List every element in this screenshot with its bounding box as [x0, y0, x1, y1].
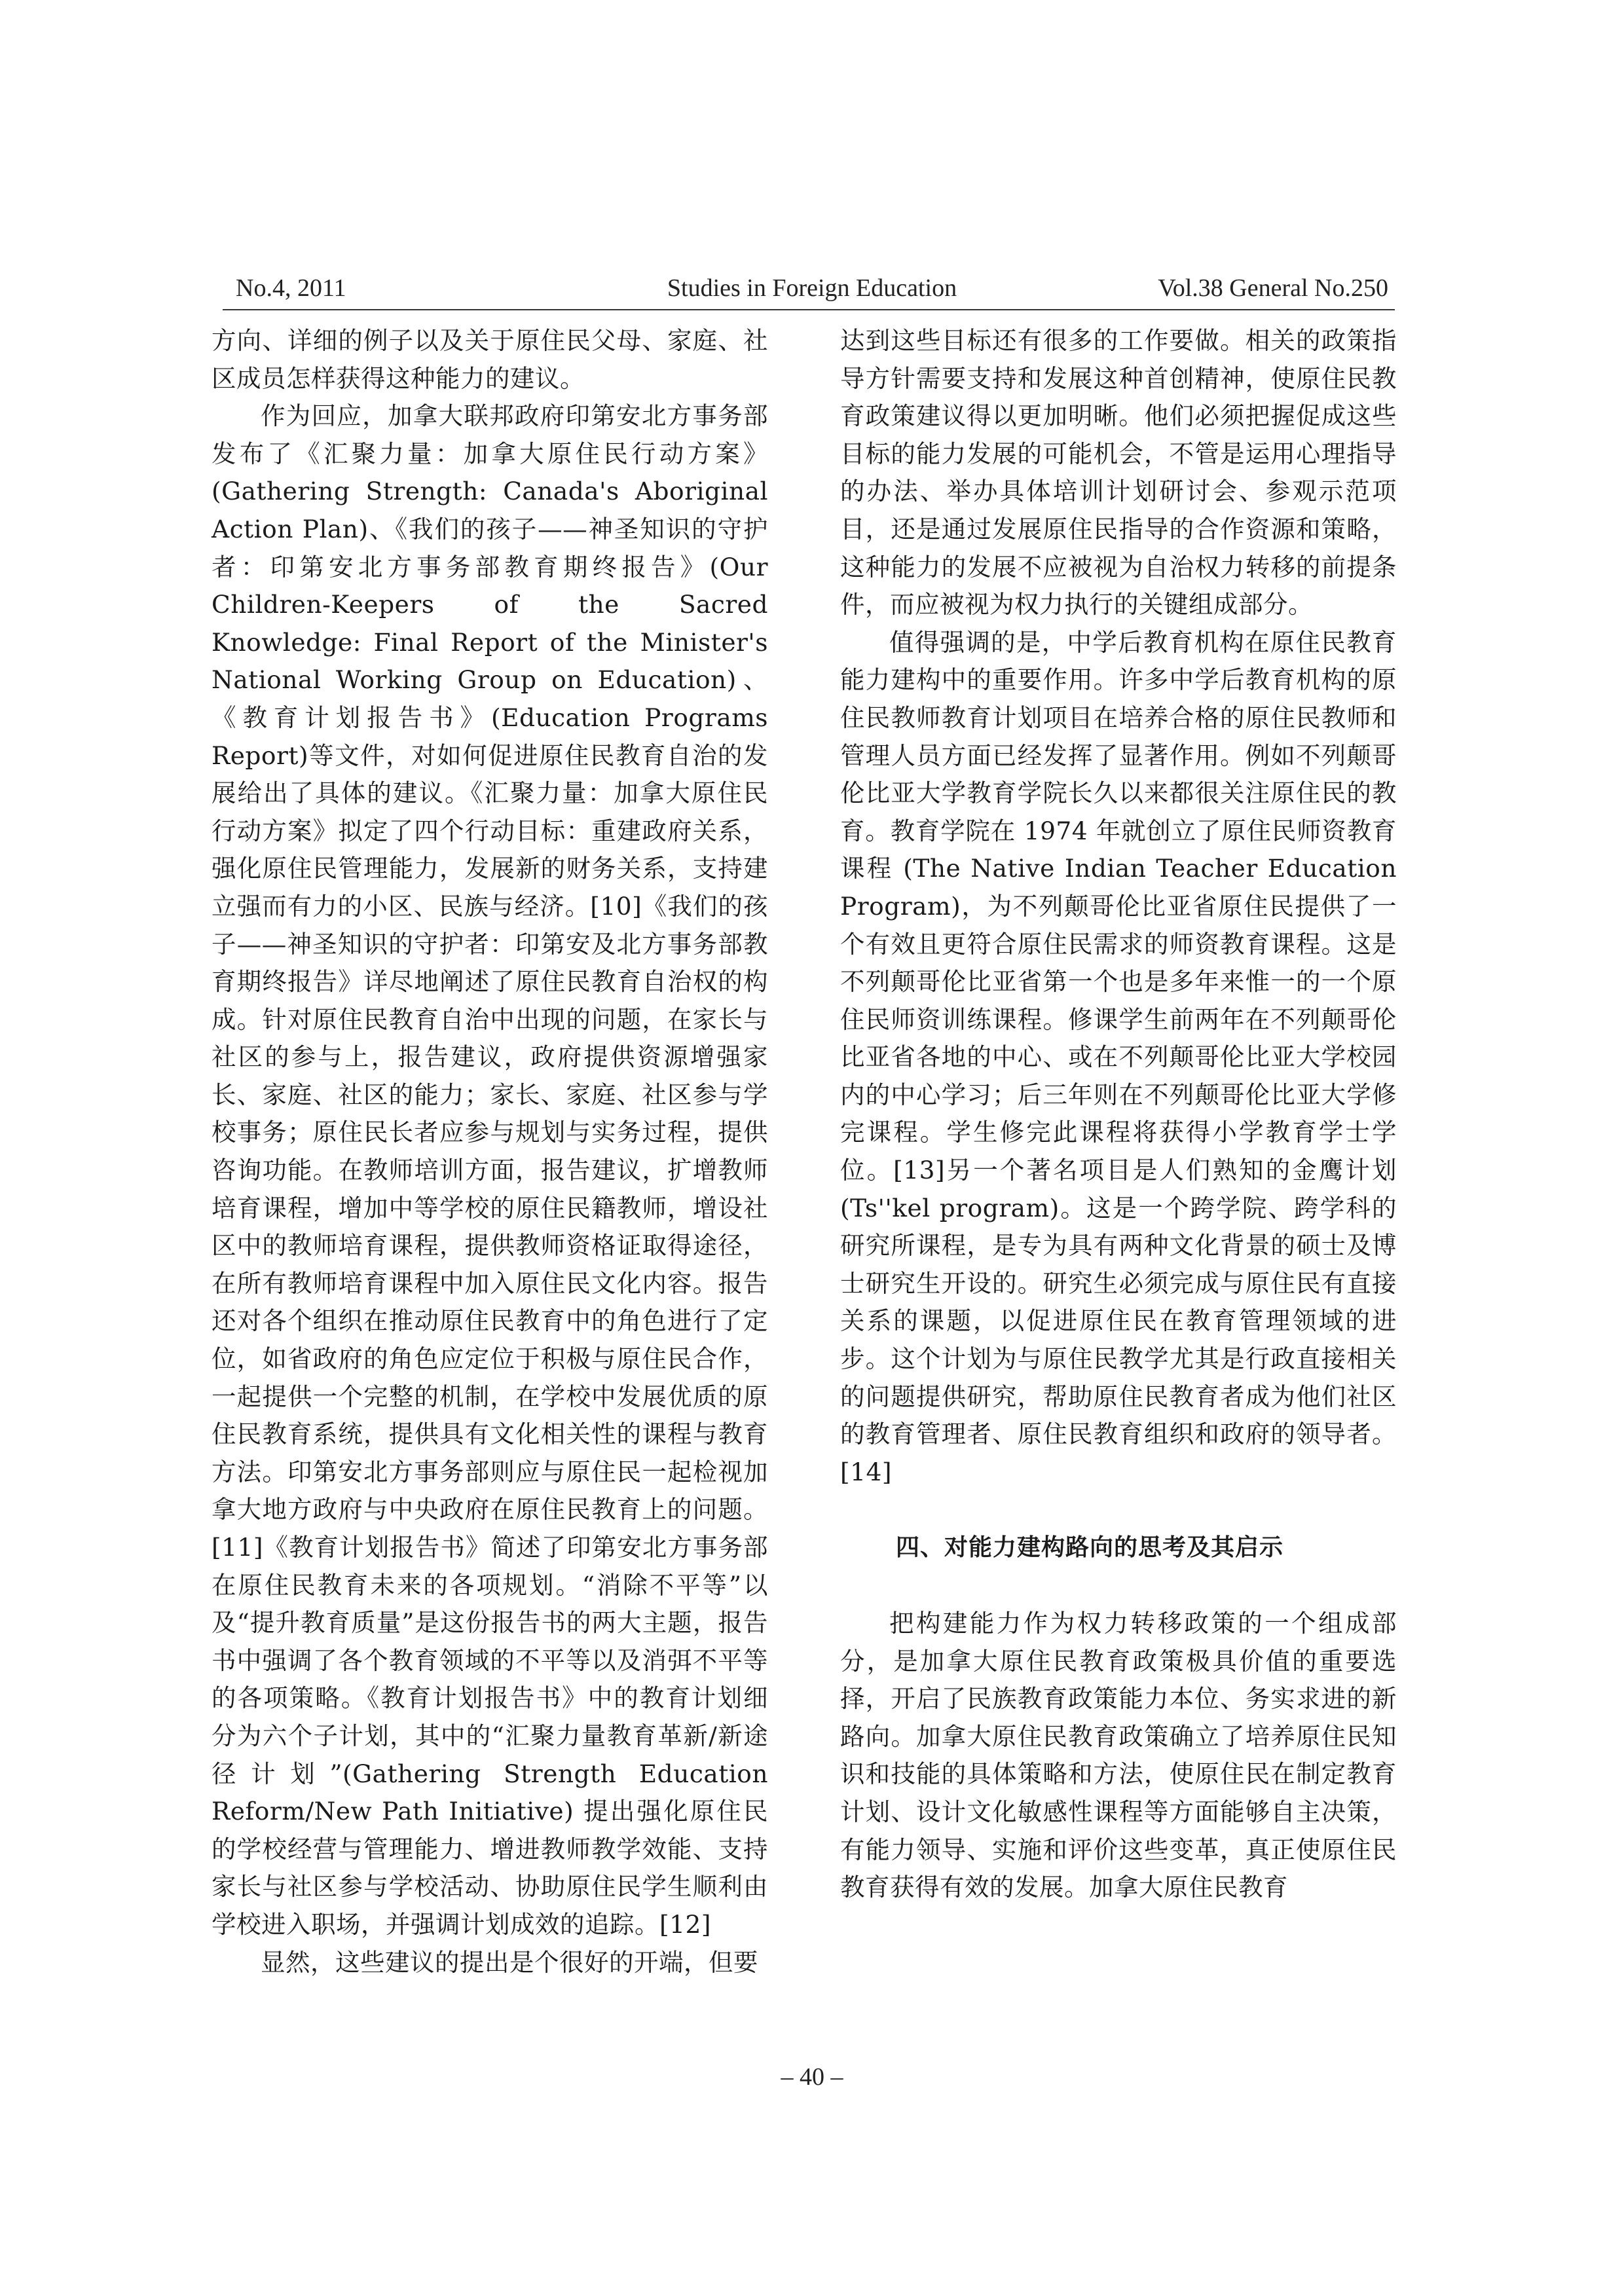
- section-spacer: [840, 1491, 1397, 1529]
- left-column: [212, 322, 768, 1981]
- header-issue: No.4, 2011: [236, 274, 346, 302]
- paragraph: 显然，这些建议的提出是个很好的开端，但要: [261, 1947, 758, 1977]
- section-spacer: [840, 1567, 1397, 1605]
- paragraph: 作为回应，加拿大联邦政府印第安北方事务部发布了《汇聚力量：加拿大原住民行动方案》(Gathering Strength: Canada's Aboriginal Action Plan)、《我们的孩子——神圣知识的守护者：印第安北方事务部教育期终报告》(Our Children-Keepers of the Sacred Knowledge: Final Report of the Minister's National Working Group on Education)、《教育计划报告书》(Education Programs Report)等文件，对如何促进原住民教育自治的发展给出了具体的建议。《汇聚力量：加拿大原住民行动方案》拟定了四个行动目标：重建政府关系，强化原住民管理能力，发展新的财务关系，支持建立强而有力的小区、民族与经济。[10]《我们的孩子——神圣知识的守护者：印第安及北方事务部教育期终报告》详尽地阐述了原住民教育自治权的构成。针对原住民教育自治中出现的问题，在家长与社区的参与上，报告建议，政府提供资源增强家长、家庭、社区的能力；家长、家庭、社区参与学校事务；原住民长者应参与规划与实务过程，提供咨询功能。在教师培训方面，报告建议，扩增教师培育课程，增加中等学校的原住民籍教师，增设社区中的教师培育课程，提供教师资格证取得途径，在所有教师培育课程中加入原住民文化内容。报告还对各个组织在推动原住民教育中的角色进行了定位，如省政府的角色应定位于积极与原住民合作，一起提供一个完整的机制，在学校中发展优质的原住民教育系统，提供具有文化相关性的课程与教育方法。印第安北方事务部则应与原住民一起检视加拿大地方政府与中央政府在原住民教育上的问题。[11]《教育计划报告书》简述了印第安北方事务部在原住民教育未来的各项规划。“消除不平等”以及“提升教育质量”是这份报告书的两大主题，报告书中强调了各个教育领域的不平等以及消弭不平等的各项策略。《教育计划报告书》中的教育计划细分为六个子计划，其中的“汇聚力量教育革新/新途径计划”(Gathering Strength Education Reform/New Path Initiative) 提出强化原住民的学校经营与管理能力、增进教师教学效能、支持家长与社区参与学校活动、协助原住民学生顺利由学校进入职场，并强调计划成效的追踪。[12]: [212, 401, 768, 1939]
- section-heading: 四、对能力建构路向的思考及其启示: [896, 1534, 1284, 1562]
- header-journal-title: Studies in Foreign Education: [667, 274, 957, 302]
- paragraph: 达到这些目标还有很多的工作要做。相关的政策指导方针需要支持和发展这种首创精神，使原住民教育政策建议得以更加明晰。他们必须把握促成这些目标的能力发展的可能机会，不管是运用心理指导的办法、举办具体培训计划研讨会、参观示范项目，还是通过发展原住民指导的合作资源和策略，这种能力的发展不应被视为自治权力转移的前提条件，而应被视为权力执行的关键组成部分。: [840, 326, 1397, 619]
- paragraph: 方向、详细的例子以及关于原住民父母、家庭、社区成员怎样获得这种能力的建议。: [212, 326, 768, 393]
- page-number: – 40 –: [781, 2063, 843, 2091]
- running-header: [236, 274, 1388, 305]
- header-volume: Vol.38 General No.250: [1158, 274, 1388, 302]
- right-column: [840, 322, 1397, 1907]
- paragraph: 把构建能力作为权力转移政策的一个组成部分，是加拿大原住民教育政策极具价值的重要选择，开启了民族教育政策能力本位、务实求进的新路向。加拿大原住民教育政策确立了培养原住民知识和技能的具体策略和方法，使原住民在制定教育计划、设计文化敏感性课程等方面能够自主决策，有能力领导、实施和评价这些变革，真正使原住民教育获得有效的发展。加拿大原住民教育: [840, 1609, 1397, 1902]
- paragraph: 值得强调的是，中学后教育机构在原住民教育能力建构中的重要作用。许多中学后教育机构的原住民教师教育计划项目在培养合格的原住民教师和管理人员方面已经发挥了显著作用。例如不列颠哥伦比亚大学教育学院长久以来都很关注原住民的教育。教育学院在 1974 年就创立了原住民师资教育课程 (The Native Indian Teacher Education Program)，为不列颠哥伦比亚省原住民提供了一个有效且更符合原住民需求的师资教育课程。这是不列颠哥伦比亚省第一个也是多年来惟一的一个原住民师资训练课程。修课学生前两年在不列颠哥伦比亚省各地的中心、或在不列颠哥伦比亚大学校园内的中心学习；后三年则在不列颠哥伦比亚大学修完课程。学生修完此课程将获得小学教育学士学位。[13]另一个著名项目是人们熟知的金鹰计划(Ts''kel program)。这是一个跨学院、跨学科的研究所课程，是专为具有两种文化背景的硕士及博士研究生开设的。研究生必须完成与原住民有直接关系的课题，以促进原住民在教育管理领域的进步。这个计划为与原住民教学尤其是行政直接相关的问题提供研究，帮助原住民教育者成为他们社区的教育管理者、原住民教育组织和政府的领导者。[14]: [840, 627, 1397, 1486]
- header-rule: [223, 309, 1395, 310]
